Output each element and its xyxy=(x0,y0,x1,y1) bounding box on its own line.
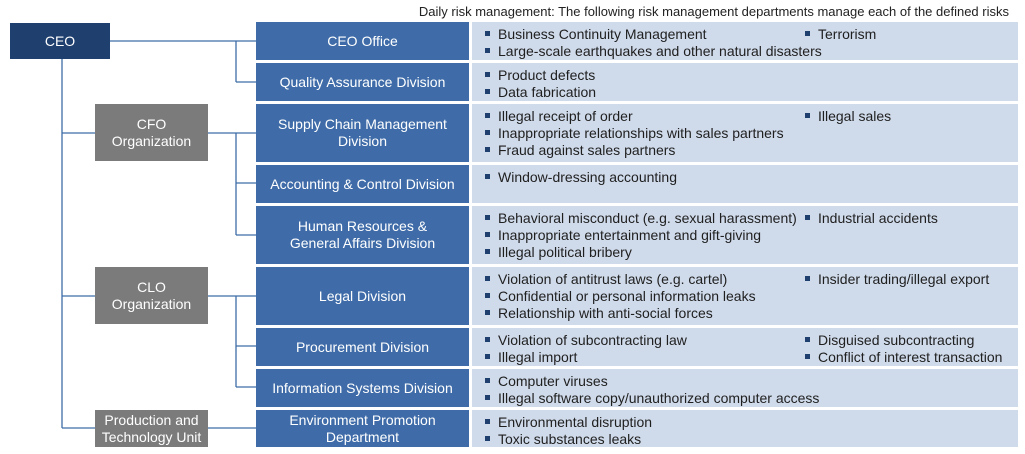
risk-item: Illegal software copy/unauthorized computer access xyxy=(498,390,820,406)
risk-item: Violation of antitrust laws (e.g. cartel) xyxy=(498,271,756,287)
department-label: Human Resources & General Affairs Division xyxy=(289,218,436,251)
risk-item: Illegal import xyxy=(498,349,687,365)
risk-list-left xyxy=(498,67,596,101)
department-label: Supply Chain Management Division xyxy=(278,116,447,149)
risk-item: Disguised subcontracting xyxy=(818,332,1002,348)
risk-item: Illegal sales xyxy=(818,108,892,124)
header-note: Daily risk management: The following risk management departments manage each of the defined risks xyxy=(418,4,1009,19)
risk-item: Inappropriate relationships with sales partners xyxy=(498,125,784,141)
department-box xyxy=(256,267,469,325)
risk-list-left xyxy=(498,108,784,159)
risk-item: Illegal political bribery xyxy=(498,244,797,260)
risk-item: Confidential or personal information leaks xyxy=(498,288,756,304)
risk-list-left xyxy=(498,210,797,261)
department-label: Legal Division xyxy=(318,287,407,304)
risk-panel xyxy=(472,63,1018,101)
risk-list-right xyxy=(818,108,891,125)
ceo-box xyxy=(10,23,110,59)
risk-item: Toxic substances leaks xyxy=(498,431,652,447)
risk-item: Behavioral misconduct (e.g. sexual harassment) xyxy=(498,210,797,226)
risk-item: Conflict of interest transaction xyxy=(818,349,1003,365)
risk-item: Illegal receipt of order xyxy=(498,108,784,124)
risk-item: Inappropriate entertainment and gift-giving xyxy=(498,227,797,243)
risk-panel xyxy=(472,22,1018,60)
department-label: CEO Office xyxy=(327,32,398,49)
clo-label: CLO Organization xyxy=(111,278,192,312)
risk-list-left xyxy=(498,169,677,186)
department-label: Environment Promotion Department xyxy=(289,411,436,445)
clo-organization-box xyxy=(95,267,208,324)
cfo-organization-box xyxy=(95,104,208,161)
risk-list-right xyxy=(818,271,989,288)
risk-item: Product defects xyxy=(498,67,596,83)
department-box xyxy=(256,206,469,264)
risk-list-left xyxy=(498,373,819,407)
ceo-label: CEO xyxy=(44,32,76,49)
risk-item: Environmental disruption xyxy=(498,414,653,430)
risk-item: Terrorism xyxy=(818,26,877,42)
risk-item: Relationship with anti-social forces xyxy=(498,305,756,321)
risk-item: Business Continuity Management xyxy=(498,26,822,42)
department-label: Quality Assurance Division xyxy=(279,73,446,90)
risk-panel xyxy=(472,267,1018,325)
risk-panel xyxy=(472,165,1018,203)
risk-item: Window-dressing accounting xyxy=(498,169,677,185)
risk-item: Fraud against sales partners xyxy=(498,142,784,158)
risk-item: Data fabrication xyxy=(498,84,597,100)
risk-list-right xyxy=(818,210,938,227)
risk-list-left xyxy=(498,414,652,448)
risk-item: Industrial accidents xyxy=(818,210,938,226)
department-box xyxy=(256,328,469,366)
production-label: Production and Technology Unit xyxy=(101,411,202,445)
risk-list-left xyxy=(498,26,822,60)
department-box xyxy=(256,165,469,203)
risk-item: Insider trading/illegal export xyxy=(818,271,990,287)
department-label: Accounting & Control Division xyxy=(270,175,455,192)
risk-panel xyxy=(472,104,1018,162)
risk-panel xyxy=(472,410,1018,447)
department-box xyxy=(256,104,469,162)
risk-item: Violation of subcontracting law xyxy=(498,332,687,348)
risk-item: Large-scale earthquakes and other natural disasters xyxy=(498,43,822,59)
production-technology-unit-box xyxy=(95,410,208,447)
risk-panel xyxy=(472,328,1018,366)
department-box xyxy=(256,369,469,407)
risk-panel xyxy=(472,206,1018,264)
risk-list-right xyxy=(818,26,876,43)
risk-list-left xyxy=(498,332,687,366)
department-label: Procurement Division xyxy=(295,338,430,355)
department-box xyxy=(256,410,469,447)
department-box xyxy=(256,22,469,60)
risk-panel xyxy=(472,369,1018,407)
cfo-label: CFO Organization xyxy=(111,115,192,149)
risk-list-right xyxy=(818,332,1002,366)
department-box xyxy=(256,63,469,101)
department-label: Information Systems Division xyxy=(272,379,453,396)
risk-item: Computer viruses xyxy=(498,373,819,389)
risk-list-left xyxy=(498,271,756,322)
